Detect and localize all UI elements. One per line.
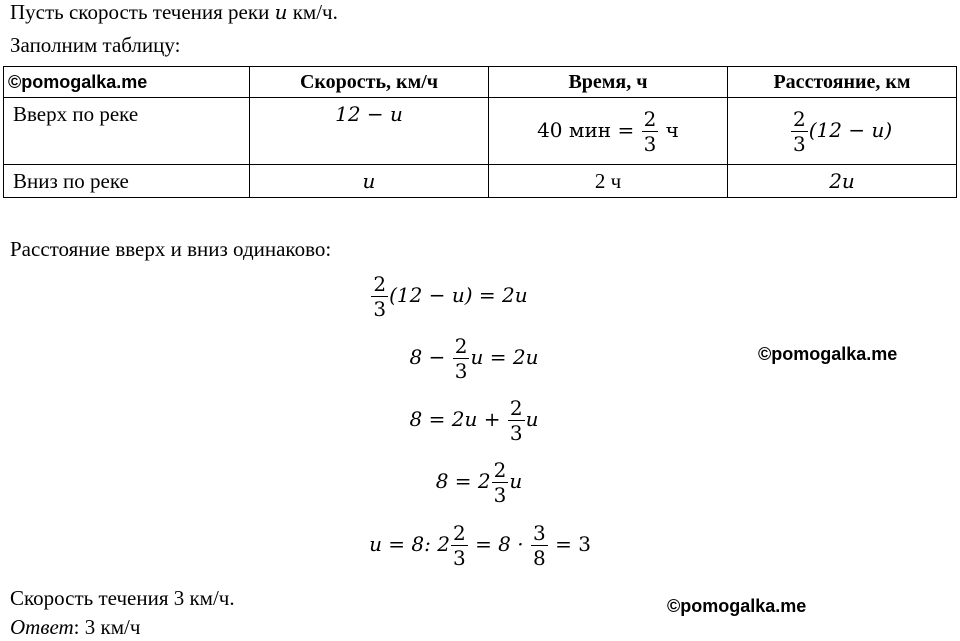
intro-line-2: Заполним таблицу: xyxy=(10,33,181,57)
row-label-downstream: Вниз по реке xyxy=(4,165,250,198)
equation-5 xyxy=(0,523,960,568)
distance-upstream-expr: (12 − u) xyxy=(808,117,893,142)
eq5-fraction-2 xyxy=(531,523,548,568)
time-upstream-text: 40 мин = xyxy=(537,117,635,142)
header-speed: Скорость, км/ч xyxy=(250,67,489,98)
distance-upstream-fraction xyxy=(791,106,808,156)
cell-distance-upstream xyxy=(728,98,957,165)
header-distance: Расстояние, км xyxy=(728,67,957,98)
fraction-numerator: 2 xyxy=(509,396,523,420)
eq5-fraction-1 xyxy=(451,523,468,568)
fraction-numerator: 2 xyxy=(373,272,387,296)
fraction-numerator: 2 xyxy=(643,106,657,131)
equal-distance-text: Расстояние вверх и вниз одинаково: xyxy=(10,237,332,261)
watermark: ©pomogalka.me xyxy=(8,71,148,92)
intro-variable: u xyxy=(274,0,288,24)
equation-3 xyxy=(0,398,960,443)
fraction-denominator: 3 xyxy=(509,421,523,445)
conclusion-text: Скорость течения 3 км/ч. xyxy=(10,586,235,610)
equation-1 xyxy=(0,274,960,319)
time-upstream-fraction xyxy=(642,106,659,156)
watermark-bottom: ©pomogalka.me xyxy=(667,596,807,616)
eq2-fraction xyxy=(453,336,470,381)
eq2-left: 8 − xyxy=(409,345,446,369)
cell-distance-downstream: 2u xyxy=(728,165,957,198)
fraction-denominator: 3 xyxy=(373,297,387,321)
eq5-result: = 3 xyxy=(555,532,591,556)
eq4-right: u xyxy=(509,469,523,493)
equation-4 xyxy=(0,460,960,505)
answer-label: Ответ xyxy=(10,615,74,639)
eq3-right: u xyxy=(525,407,539,431)
eq4-left: 8 = 2 xyxy=(435,469,491,493)
eq2-right: u = 2u xyxy=(470,345,539,369)
fraction-numerator: 2 xyxy=(793,106,806,131)
motion-table xyxy=(3,66,957,198)
fraction-denominator: 3 xyxy=(793,131,806,156)
table-corner-cell xyxy=(4,67,250,98)
fraction-denominator: 3 xyxy=(643,131,657,156)
fraction-numerator: 2 xyxy=(452,521,466,545)
intro-unit: км/ч. xyxy=(292,0,338,24)
eq1-fraction xyxy=(371,274,388,319)
cell-speed-upstream xyxy=(250,98,489,165)
cell-time-upstream xyxy=(489,98,728,165)
intro-line-1 xyxy=(10,0,338,25)
table-row xyxy=(4,98,957,165)
speed-upstream-expr: 12 − u xyxy=(335,102,403,126)
fraction-numerator: 2 xyxy=(454,334,468,358)
eq1-expr: (12 − u) = 2u xyxy=(389,283,528,307)
eq5-middle: = 8 · xyxy=(475,532,524,556)
eq3-fraction xyxy=(508,398,525,443)
fraction-denominator: 3 xyxy=(452,546,466,570)
fraction-numerator: 3 xyxy=(532,521,546,545)
eq5-left: u = 8: 2 xyxy=(369,532,450,556)
table-row xyxy=(4,165,957,198)
eq3-left: 8 = 2u + xyxy=(409,407,501,431)
fraction-denominator: 3 xyxy=(493,483,507,507)
row-label-upstream: Вверх по реке xyxy=(4,98,250,165)
answer-line xyxy=(10,615,140,640)
fraction-denominator: 3 xyxy=(454,359,468,383)
table-header-row xyxy=(4,67,957,98)
answer-value: : 3 км/ч xyxy=(73,615,141,639)
cell-speed-downstream: u xyxy=(250,165,489,198)
intro-text: Пусть скорость течения реки xyxy=(10,0,270,24)
equation-2 xyxy=(0,336,960,381)
eq4-fraction xyxy=(492,460,509,505)
fraction-numerator: 2 xyxy=(493,458,507,482)
fraction-denominator: 8 xyxy=(532,546,546,570)
time-upstream-unit: ч xyxy=(665,117,679,142)
header-time: Время, ч xyxy=(489,67,728,98)
cell-time-downstream: 2 ч xyxy=(489,165,728,198)
watermark-middle: ©pomogalka.me xyxy=(758,344,898,364)
